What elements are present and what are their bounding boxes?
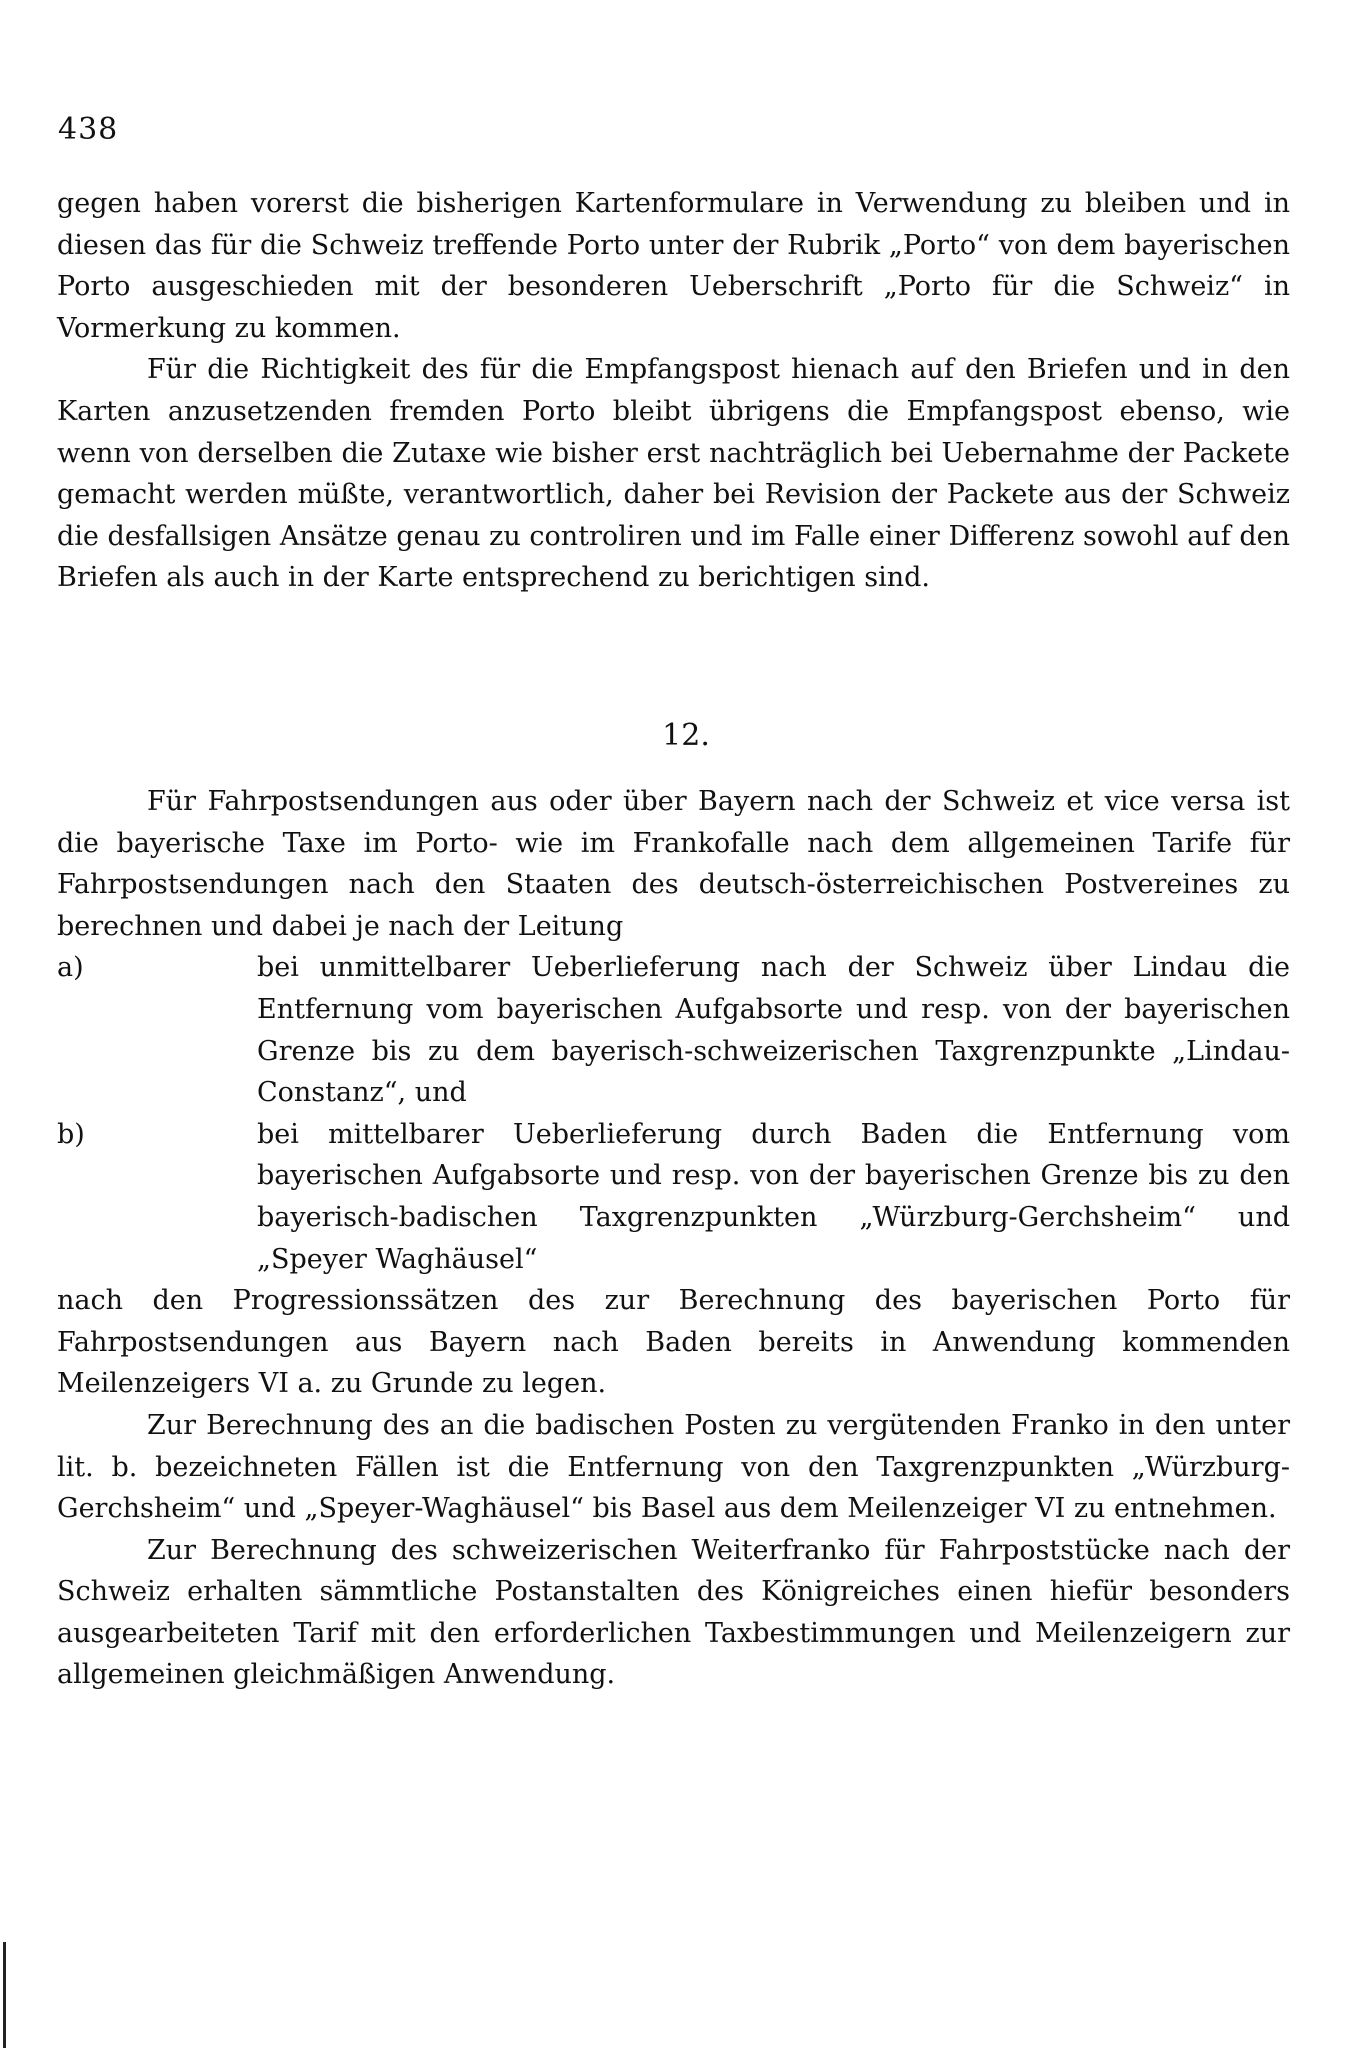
section-opening-paragraph: Für Fahrpostsendungen aus oder über Bayern nach der Schweiz et vice versa ist die bayerische Taxe im Porto- wie im Frankofalle nach dem allgemeinen Tarife für Fahrpostsendungen nach den Staaten des deutsch-österreichischen Postvereines zu berechnen und dabei je nach der Leitung — [57, 786, 1290, 942]
section-12-body — [57, 781, 1290, 1696]
paragraph-franko: Zur Berechnung des an die badischen Posten zu vergütenden Franko in den unter lit. b. bezeichneten Fällen ist die Entfernung von den Taxgrenzpunkten „Würzburg-Gerchsheim“ und „Speyer-Waghäusel“ bis Basel aus dem Meilenzeiger VI zu entnehmen. — [57, 1409, 1290, 1525]
margin-rule — [3, 1942, 6, 2048]
list-marker: a) — [57, 952, 84, 984]
list-marker: b) — [57, 1118, 85, 1150]
paragraph-weiterfranko: Zur Berechnung des schweizerischen Weiterfranko für Fahrpoststücke nach der Schweiz erhalten sämmtliche Postanstalten des Königreiches einen hiefür besonders ausgearbeiteten Tarif mit den erforderlichen Taxbestimmungen und Meilenzeigern zur allgemeinen gleichmäßigen Anwendung. — [57, 1534, 1290, 1691]
list-item-a — [57, 947, 1290, 1113]
list-item-text: bei unmittelbarer Ueberlieferung nach der Schweiz über Lindau die Entfernung vom bayerischen Aufgabsorte und resp. von der bayerischen Grenze bis zu dem bayerisch-schweizerischen Taxgrenzpunkte „Lindau-Constanz“, und — [257, 952, 1290, 1109]
paragraph-richtigkeit: Für die Richtigkeit des für die Empfangspost hienach auf den Briefen und in den Karten anzusetzenden fremden Porto bleibt übrigens die Empfangspost ebenso, wie wenn von derselben die Zutaxe wie bisher erst nachträglich bei Uebernahme der Packete gemacht werden müßte, verantwortlich, daher bei Revision der Packete aus der Schweiz die desfallsigen Ansätze genau zu controliren und im Falle einer Differenz sowohl auf den Briefen als auch in der Karte entsprechend zu berichtigen sind. — [57, 354, 1290, 594]
intro-text — [57, 183, 1290, 599]
paragraph-continuation: gegen haben vorerst die bisherigen Kartenformulare in Verwendung zu bleiben und in diesen das für die Schweiz treffende Porto unter der Rubrik „Porto“ von dem bayerischen Porto ausgeschieden mit der besonderen Ueberschrift „Porto für die Schweiz“ in Vormerkung zu kommen. — [57, 188, 1290, 344]
page-number: 438 — [58, 112, 119, 147]
list-item-b — [57, 1114, 1290, 1280]
list-item-text: bei mittelbarer Ueberlieferung durch Baden die Entfernung vom bayerischen Aufgabsorte und resp. von der bayerischen Grenze bis zu den bayerisch-badischen Taxgrenzpunkten „Würzburg-Gerchsheim“ und „Speyer Waghäusel“ — [257, 1118, 1290, 1275]
after-list-paragraph: nach den Progressionssätzen des zur Berechnung des bayerischen Porto für Fahrpostsendungen aus Bayern nach Baden bereits in Anwendung kommenden Meilenzeigers VI a. zu Grunde zu legen. — [57, 1285, 1290, 1400]
section-number: 12. — [662, 718, 710, 753]
